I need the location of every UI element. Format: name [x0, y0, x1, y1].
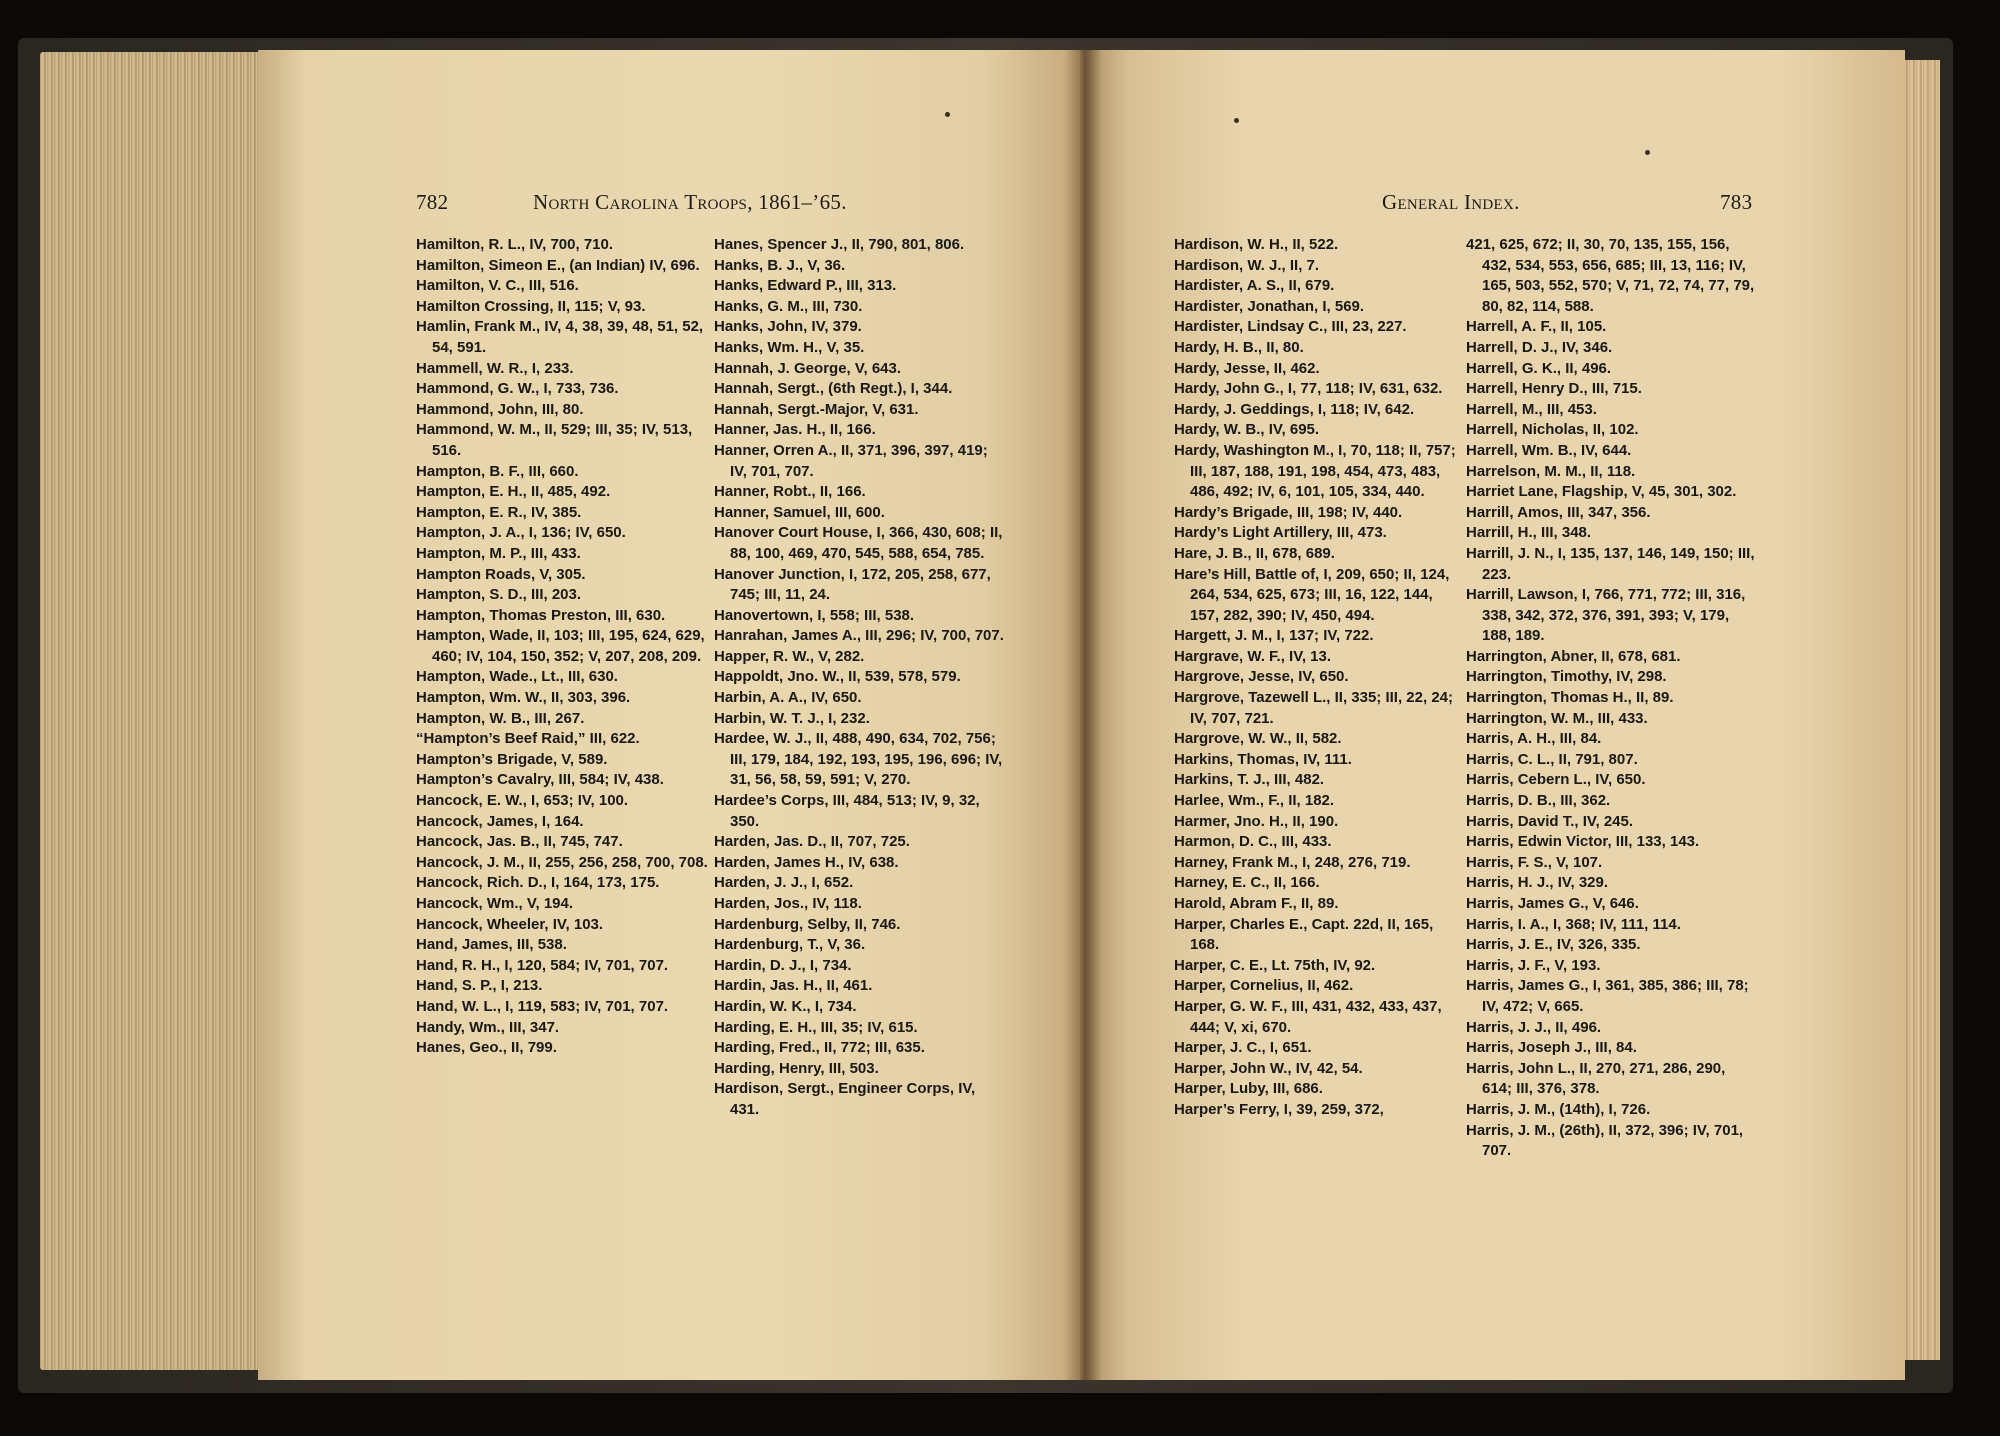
index-entry: Hamilton Crossing, II, 115; V, 93. — [416, 297, 646, 315]
index-entry: Harper, John W., IV, 42, 54. — [1174, 1059, 1363, 1077]
index-entry: Harper, C. E., Lt. 75th, IV, 92. — [1174, 956, 1376, 974]
index-entry: “Hampton’s Beef Raid,” III, 622. — [416, 730, 640, 748]
index-column — [416, 235, 708, 1059]
index-column — [1466, 235, 1756, 1162]
index-entry: Hancock, James, I, 164. — [416, 812, 584, 830]
index-entry: Hardee’s Corps, III, 484, 513; IV, 9, 32, 350. — [714, 792, 980, 830]
index-entry: Hardy’s Light Artillery, III, 473. — [1174, 524, 1387, 542]
index-entry: Hand, W. L., I, 119, 583; IV, 701, 707. — [416, 997, 669, 1015]
index-entry: Harrell, M., III, 453. — [1466, 400, 1597, 418]
index-entry: Hancock, Rich. D., I, 164, 173, 175. — [416, 874, 660, 892]
index-entry: Hampton, W. B., III, 267. — [416, 709, 585, 727]
index-entry: Harris, David T., IV, 245. — [1466, 812, 1634, 830]
index-entry: Hancock, J. M., II, 255, 256, 258, 700, 708. — [416, 853, 708, 871]
speck — [1645, 150, 1650, 155]
index-entry: Hampton, S. D., III, 203. — [416, 586, 582, 604]
index-entry: Harrill, H., III, 348. — [1466, 524, 1592, 542]
index-entry: Hanner, Orren A., II, 371, 396, 397, 419; IV, 701, 707. — [714, 441, 988, 480]
running-head: North Carolina Troops, 1861–’65. — [533, 190, 847, 214]
index-entry: Harbin, A. A., IV, 650. — [714, 689, 862, 707]
index-entry: Hardy, J. Geddings, I, 118; IV, 642. — [1174, 400, 1415, 418]
index-entry: Hanes, Geo., II, 799. — [416, 1039, 557, 1057]
index-entry: Harris, J. J., II, 496. — [1466, 1018, 1602, 1036]
index-entry: Harris, Edwin Victor, III, 133, 143. — [1466, 833, 1700, 851]
index-entry: Hardister, Jonathan, I, 569. — [1174, 297, 1365, 315]
index-entry: Hampton, Wade, II, 103; III, 195, 624, 629, 460; IV, 104, 150, 352; V, 207, 208, 209. — [416, 627, 705, 665]
index-entry: Hare’s Hill, Battle of, I, 209, 650; II, 124, 264, 534, 625, 673; III, 16, 122, 144, 157, 282, 390; IV, 450, 494. — [1174, 565, 1450, 624]
index-entry: Hanover Junction, I, 172, 205, 258, 677, 745; III, 11, 24. — [714, 565, 991, 604]
page-number: 783 — [1720, 190, 1753, 214]
index-entry: Hanover Court House, I, 366, 430, 608; II, 88, 100, 469, 470, 545, 588, 654, 785. — [714, 524, 1003, 562]
index-entry: Hamilton, V. C., III, 516. — [416, 277, 579, 295]
index-entry: Hamlin, Frank M., IV, 4, 38, 39, 48, 51, 52, 54, 591. — [416, 318, 704, 356]
page-number: 782 — [416, 190, 449, 214]
index-entry: Hardy, W. B., IV, 695. — [1174, 421, 1320, 439]
index-entry: Hargrave, W. F., IV, 13. — [1174, 647, 1332, 665]
index-entry: Harrill, Lawson, I, 766, 771, 772; III, 316, 338, 342, 372, 376, 391, 393; V, 179, 188, 189. — [1466, 586, 1746, 645]
index-entry: Harding, Fred., II, 772; III, 635. — [714, 1039, 925, 1057]
index-entry: Harper, J. C., I, 651. — [1174, 1039, 1312, 1057]
index-entry: Hammell, W. R., I, 233. — [416, 359, 574, 377]
index-entry: Hannah, Sergt., (6th Regt.), I, 344. — [714, 380, 953, 398]
index-entry: Harris, Cebern L., IV, 650. — [1466, 771, 1646, 789]
index-entry: Harden, Jos., IV, 118. — [714, 895, 862, 912]
index-entry: Hare, J. B., II, 678, 689. — [1174, 544, 1335, 562]
index-entry: Harris, H. J., IV, 329. — [1466, 874, 1609, 892]
index-entry: Harden, James H., IV, 638. — [714, 853, 899, 871]
speck — [1234, 118, 1239, 123]
index-entry: Harden, Jas. D., II, 707, 725. — [714, 833, 910, 851]
index-entry: Harris, James G., V, 646. — [1466, 895, 1639, 912]
index-entry: Hardee, W. J., II, 488, 490, 634, 702, 756; III, 179, 184, 192, 193, 195, 196, 696; IV, 31, 56, 58, 59, 591; V, 270. — [714, 730, 1003, 789]
index-entry: Harris, James G., I, 361, 385, 386; III, 78; IV, 472; V, 665. — [1466, 977, 1749, 1015]
index-entry: Hanks, B. J., V, 36. — [714, 256, 846, 274]
index-entry: Hardenburg, T., V, 36. — [714, 936, 866, 954]
index-entry: Harper, Charles E., Capt. 22d, II, 165, 168. — [1174, 915, 1434, 954]
index-entry: Harding, Henry, III, 503. — [714, 1059, 879, 1077]
index-entry: Harrell, Wm. B., IV, 644. — [1466, 441, 1632, 459]
index-entry: Hardin, D. J., I, 734. — [714, 956, 852, 974]
index-entry: Hargrove, W. W., II, 582. — [1174, 730, 1342, 748]
index-entry: Hamilton, Simeon E., (an Indian) IV, 696. — [416, 256, 700, 274]
index-entry: Harrelson, M. M., II, 118. — [1466, 462, 1636, 480]
index-entry: Hancock, Wm., V, 194. — [416, 895, 574, 912]
index-entry: Handy, Wm., III, 347. — [416, 1018, 560, 1036]
index-entry: Hampton, E. R., IV, 385. — [416, 503, 582, 521]
index-entry: Hampton, Wm. W., II, 303, 396. — [416, 689, 631, 707]
index-entry: Hanks, John, IV, 379. — [714, 318, 862, 336]
index-entry: Harris, J. M., (26th), II, 372, 396; IV, 701, 707. — [1466, 1121, 1744, 1160]
index-entry: Hannah, J. George, V, 643. — [714, 359, 902, 377]
index-entry: Harding, E. H., III, 35; IV, 615. — [714, 1018, 918, 1036]
index-entry: Hardison, W. J., II, 7. — [1174, 256, 1320, 274]
index-entry: Hargrove, Jesse, IV, 650. — [1174, 668, 1349, 686]
index-entry: Hardy, H. B., II, 80. — [1174, 338, 1304, 356]
index-entry: Harris, I. A., I, 368; IV, 111, 114. — [1466, 915, 1681, 933]
index-entry: Hanrahan, James A., III, 296; IV, 700, 707. — [714, 627, 1004, 645]
index-entry: Hampton, B. F., III, 660. — [416, 462, 579, 480]
index-entry: Harris, F. S., V, 107. — [1466, 853, 1603, 871]
index-entry: Hardison, W. H., II, 522. — [1174, 236, 1339, 253]
index-entry: Harney, Frank M., I, 248, 276, 719. — [1174, 853, 1411, 871]
index-entry: Hardy, Washington M., I, 70, 118; II, 757; III, 187, 188, 191, 198, 454, 473, 483, 486, 492; IV, 6, 101, 105, 334, 440. — [1174, 441, 1456, 501]
index-entry: Harris, Joseph J., III, 84. — [1466, 1039, 1637, 1057]
index-entry: Hardy, John G., I, 77, 118; IV, 631, 632. — [1174, 380, 1443, 398]
index-entry: Harold, Abram F., II, 89. — [1174, 895, 1339, 912]
index-entry: 421, 625, 672; II, 30, 70, 135, 155, 156, 432, 534, 553, 656, 685; III, 13, 116; IV, 165, 503, 552, 570; V, 71, 72, 74, 77, 79, 80, 82, 114, 588. — [1466, 236, 1755, 315]
index-entry: Hampton, E. H., II, 485, 492. — [416, 483, 611, 501]
index-entry: Hampton, Thomas Preston, III, 630. — [416, 606, 666, 624]
index-entry: Hammond, W. M., II, 529; III, 35; IV, 513, 516. — [416, 421, 693, 459]
index-entry: Harkins, T. J., III, 482. — [1174, 771, 1325, 789]
index-entry: Hanner, Robt., II, 166. — [714, 483, 866, 501]
index-entry: Harper’s Ferry, I, 39, 259, 372, — [1174, 1100, 1384, 1118]
index-entry: Harper, Luby, III, 686. — [1174, 1080, 1323, 1098]
index-entry: Hanner, Jas. H., II, 166. — [714, 421, 876, 439]
index-entry: Hardy’s Brigade, III, 198; IV, 440. — [1174, 503, 1403, 521]
index-entry: Harris, John L., II, 270, 271, 286, 290, 614; III, 376, 378. — [1466, 1059, 1726, 1098]
index-entry: Hand, R. H., I, 120, 584; IV, 701, 707. — [416, 956, 669, 974]
index-entry: Harrill, J. N., I, 135, 137, 146, 149, 150; III, 223. — [1466, 544, 1755, 583]
index-entry: Harriet Lane, Flagship, V, 45, 301, 302. — [1466, 483, 1737, 501]
index-entry: Hancock, Jas. B., II, 745, 747. — [416, 833, 623, 851]
index-entry: Harrington, Timothy, IV, 298. — [1466, 668, 1667, 686]
page-edges-left — [40, 52, 265, 1370]
index-entry: Harrill, Amos, III, 347, 356. — [1466, 503, 1651, 521]
index-entry: Harper, G. W. F., III, 431, 432, 433, 437, 444; V, xi, 670. — [1174, 997, 1442, 1036]
index-entry: Harden, J. J., I, 652. — [714, 874, 854, 892]
index-entry: Harris, C. L., II, 791, 807. — [1466, 750, 1638, 768]
index-entry: Hanes, Spencer J., II, 790, 801, 806. — [714, 236, 965, 253]
index-entry: Hancock, E. W., I, 653; IV, 100. — [416, 792, 629, 810]
index-entry: Harris, A. H., III, 84. — [1466, 730, 1602, 748]
index-entry: Hampton, Wade., Lt., III, 630. — [416, 668, 618, 686]
index-entry: Hardin, W. K., I, 734. — [714, 997, 857, 1015]
index-entry: Happoldt, Jno. W., II, 539, 578, 579. — [714, 668, 961, 686]
index-entry: Harper, Cornelius, II, 462. — [1174, 977, 1354, 995]
running-head: General Index. — [1382, 190, 1520, 214]
index-entry: Hardenburg, Selby, II, 746. — [714, 915, 901, 933]
index-entry: Hanner, Samuel, III, 600. — [714, 503, 885, 521]
index-entry: Harrington, W. M., III, 433. — [1466, 709, 1648, 727]
index-entry: Hanks, Wm. H., V, 35. — [714, 338, 865, 356]
index-entry: Hardison, Sergt., Engineer Corps, IV, 431. — [714, 1080, 976, 1118]
index-entry: Harrell, D. J., IV, 346. — [1466, 338, 1613, 356]
index-entry: Hancock, Wheeler, IV, 103. — [416, 915, 604, 933]
index-entry: Hamilton, R. L., IV, 700, 710. — [416, 236, 614, 253]
index-column — [1174, 235, 1460, 1121]
index-entry: Harrell, G. K., II, 496. — [1466, 359, 1612, 377]
index-entry: Harkins, Thomas, IV, 111. — [1174, 750, 1352, 768]
index-entry: Hand, James, III, 538. — [416, 936, 567, 954]
index-entry: Hanks, G. M., III, 730. — [714, 297, 863, 315]
book-gutter — [1064, 50, 1102, 1380]
index-entry: Hardin, Jas. H., II, 461. — [714, 977, 873, 995]
index-entry: Hampton’s Brigade, V, 589. — [416, 750, 608, 768]
index-entry: Harris, J. F., V, 193. — [1466, 956, 1601, 974]
index-entry: Hannah, Sergt.-Major, V, 631. — [714, 400, 919, 418]
index-entry: Hammond, John, III, 80. — [416, 400, 584, 418]
index-entry: Harbin, W. T. J., I, 232. — [714, 709, 870, 727]
index-entry: Hanovertown, I, 558; III, 538. — [714, 606, 915, 624]
index-entry: Hargett, J. M., I, 137; IV, 722. — [1174, 627, 1374, 645]
index-entry: Hampton’s Cavalry, III, 584; IV, 438. — [416, 771, 664, 789]
index-entry: Harrington, Abner, II, 678, 681. — [1466, 647, 1681, 665]
index-entry: Harris, J. E., IV, 326, 335. — [1466, 936, 1641, 954]
index-entry: Harris, D. B., III, 362. — [1466, 792, 1611, 810]
index-entry: Hanks, Edward P., III, 313. — [714, 277, 897, 295]
index-entry: Harlee, Wm., F., II, 182. — [1174, 792, 1335, 810]
index-entry: Happer, R. W., V, 282. — [714, 647, 865, 665]
index-entry: Hardister, A. S., II, 679. — [1174, 277, 1335, 295]
speck — [945, 112, 950, 117]
index-entry: Harrell, Nicholas, II, 102. — [1466, 421, 1639, 439]
index-entry: Harrell, Henry D., III, 715. — [1466, 380, 1642, 398]
index-entry: Harmer, Jno. H., II, 190. — [1174, 812, 1339, 830]
index-entry: Hand, S. P., I, 213. — [416, 977, 543, 995]
index-entry: Harris, J. M., (14th), I, 726. — [1466, 1100, 1651, 1118]
index-entry: Hargrove, Tazewell L., II, 335; III, 22, 24; IV, 707, 721. — [1174, 689, 1454, 727]
index-entry: Harmon, D. C., III, 433. — [1174, 833, 1332, 851]
index-entry: Harrell, A. F., II, 105. — [1466, 318, 1607, 336]
index-entry: Hampton, J. A., I, 136; IV, 650. — [416, 524, 626, 542]
index-entry: Hardister, Lindsay C., III, 23, 227. — [1174, 318, 1407, 336]
index-entry: Harrington, Thomas H., II, 89. — [1466, 689, 1674, 707]
index-entry: Hammond, G. W., I, 733, 736. — [416, 380, 619, 398]
index-column — [714, 235, 1006, 1121]
index-entry: Harney, E. C., II, 166. — [1174, 874, 1320, 892]
index-entry: Hardy, Jesse, II, 462. — [1174, 359, 1320, 377]
index-entry: Hampton Roads, V, 305. — [416, 565, 586, 583]
index-entry: Hampton, M. P., III, 433. — [416, 544, 581, 562]
